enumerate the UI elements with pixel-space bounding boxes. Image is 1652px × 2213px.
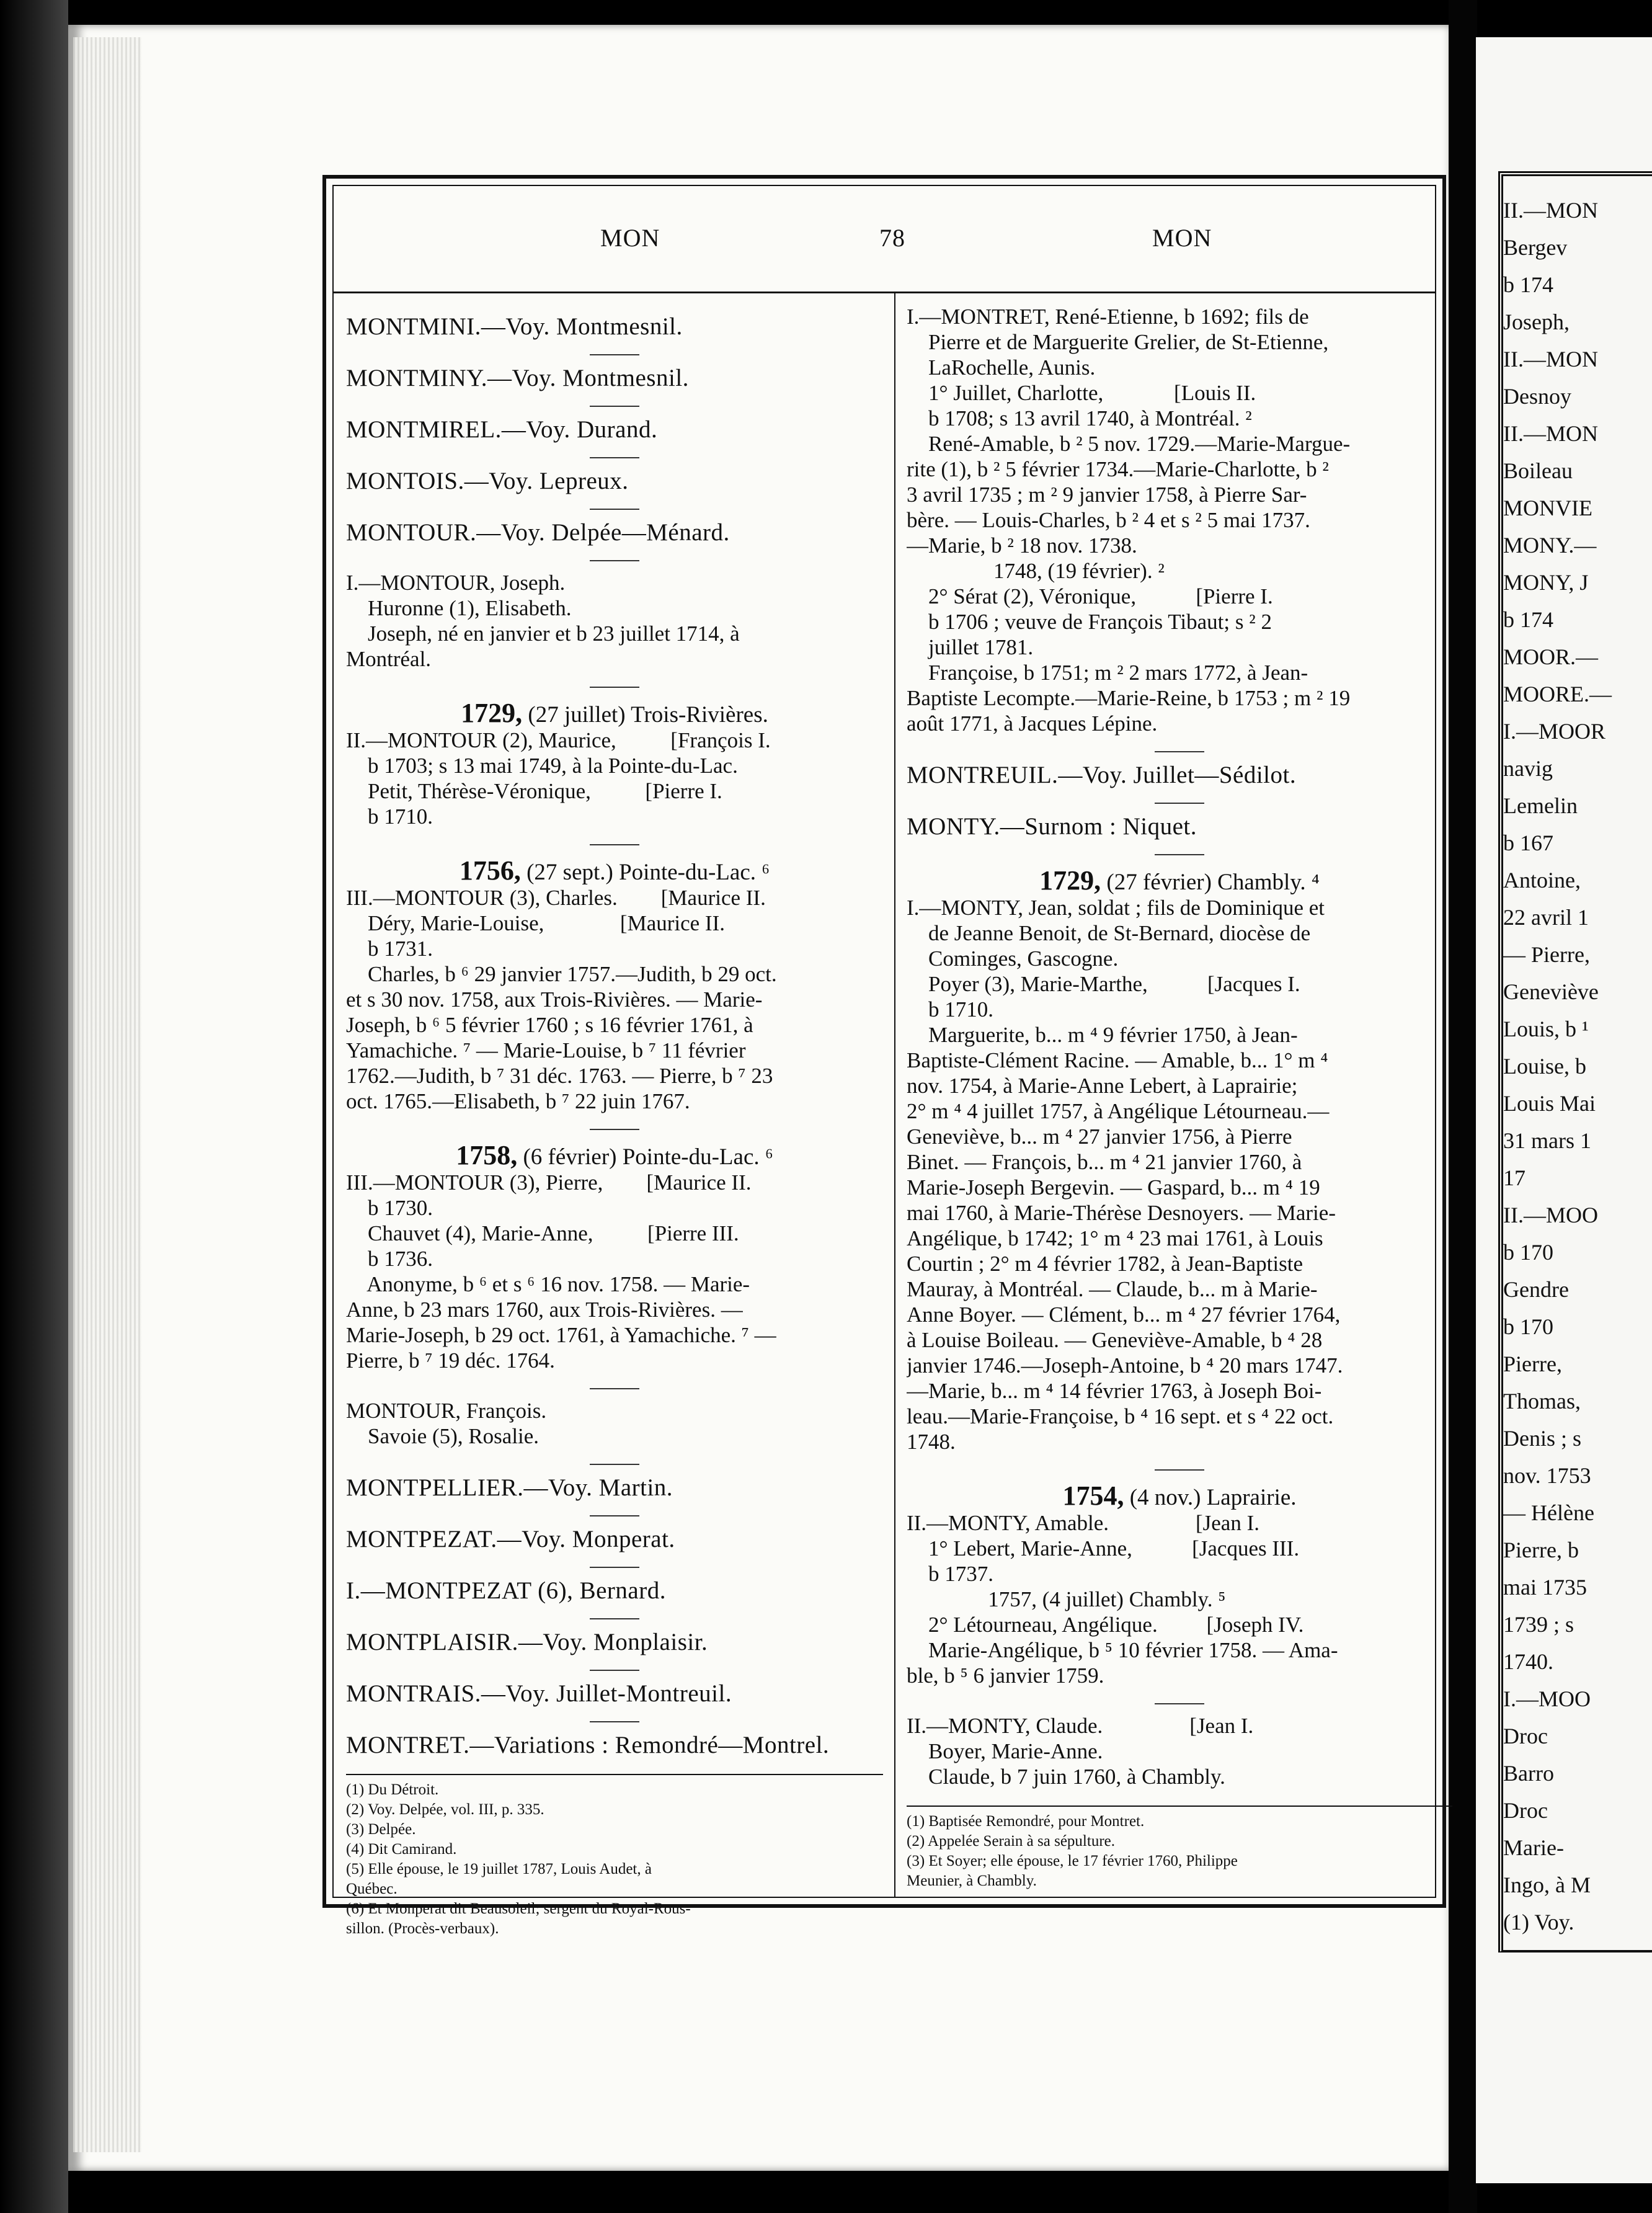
entry-line: Marie-Joseph, b 29 oct. 1761, à Yamachiche. ⁷ — [346, 1323, 776, 1347]
entry-line: 1757, (4 juillet) Chambly. ⁵ [907, 1587, 1226, 1611]
next-page-fragment: Marie- [1503, 1835, 1564, 1860]
entry-separator [590, 844, 639, 845]
entry-line: Joseph, né en janvier et b 23 juillet 1714, à [346, 621, 740, 646]
next-page-fragment: — Pierre, [1503, 942, 1590, 967]
entry-separator [590, 1388, 639, 1389]
entry-line: 1° Lebert, Marie-Anne, [Jacques III. [907, 1536, 1300, 1561]
entry-line: Claude, b 7 juin 1760, à Chambly. [907, 1765, 1225, 1789]
next-page-fragment: nov. 1753 [1503, 1463, 1591, 1488]
footnote: sillon. (Procès-verbaux). [346, 1920, 499, 1937]
entry-line: Anne Boyer. — Clément, b... m ⁴ 27 février 1764, [907, 1302, 1341, 1327]
header-rule [334, 292, 1435, 293]
entry-line: Mauray, à Montréal. — Claude, b... m à Marie- [907, 1277, 1318, 1301]
footnote: (1) Du Détroit. [346, 1781, 439, 1798]
next-page-fragment: Joseph, [1503, 309, 1570, 334]
entry-line: b 1710. [907, 997, 993, 1022]
page-edges [73, 37, 141, 2152]
next-page-fragment: — Hélène [1503, 1500, 1594, 1525]
entry-separator [590, 687, 639, 688]
entry-line: 1748. [907, 1430, 956, 1454]
footnote: Meunier, à Chambly. [907, 1872, 1037, 1889]
footnote: (1) Baptisée Remondré, pour Montret. [907, 1813, 1145, 1830]
genealogy-entry [907, 1510, 1452, 1688]
entry-line: Anonyme, b ⁶ et s ⁶ 16 nov. 1758. — Marie- [346, 1272, 750, 1296]
entry-line: II.—MONTY, Claude. [Jean I. [907, 1714, 1254, 1738]
next-page-fragment: Pierre, [1503, 1351, 1562, 1376]
entry-title: MONTPEZAT.—Voy. Monperat. [346, 1526, 675, 1552]
entry-line: Déry, Marie-Louise, [Maurice II. [346, 911, 725, 935]
entry-separator [590, 1721, 639, 1722]
entry-line: Cominges, Gascogne. [907, 946, 1119, 971]
marriage-date-line [907, 1483, 1452, 1510]
entry-separator [590, 1567, 639, 1568]
entry-line: III.—MONTOUR (3), Pierre, [Maurice II. [346, 1170, 752, 1195]
next-page-fragment: Pierre, b [1503, 1538, 1579, 1562]
entry-line: Joseph, b ⁶ 5 février 1760 ; s 16 février 1761, à [346, 1013, 753, 1037]
entry-separator [1155, 1469, 1204, 1471]
running-head-left: MON [600, 224, 660, 252]
next-page-fragment: 17 [1503, 1165, 1525, 1190]
genealogy-entry [907, 304, 1452, 736]
entry-line: Angélique, b 1742; 1° m ⁴ 23 mai 1761, à Louis [907, 1226, 1323, 1250]
next-page-fragment: b 167 [1503, 830, 1553, 855]
footnote: (4) Dit Camirand. [346, 1841, 457, 1858]
marriage-date-line [346, 855, 883, 886]
page-number: 78 [879, 224, 905, 252]
entry-line: 2° Létourneau, Angélique. [Joseph IV. [907, 1613, 1304, 1637]
entry-line: I.—MONTOUR, Joseph. [346, 571, 566, 595]
next-page-fragment: b 174 [1503, 607, 1553, 632]
entry-line: de Jeanne Benoit, de St-Bernard, diocèse de [907, 921, 1311, 945]
entry-separator [1155, 1703, 1204, 1704]
entry-title: MONTMINI.—Voy. Montmesnil. [346, 313, 683, 340]
entry-line: Binet. — François, b... m ⁴ 21 janvier 1760, à [907, 1150, 1302, 1174]
genealogy-entry [346, 1398, 883, 1449]
entry-line: Marguerite, b... m ⁴ 9 février 1750, à Jean- [907, 1023, 1298, 1047]
entry-line: Baptiste Lecompte.—Marie-Reine, b 1753 ; m ² 19 [907, 686, 1351, 710]
entry-line: MONTOUR, François. [346, 1399, 547, 1423]
entry-line: 1762.—Judith, b ⁷ 31 déc. 1763. — Pierre, b ⁷ 23 [346, 1064, 773, 1088]
entry-line: Courtin ; 2° m 4 février 1782, à Jean-Baptiste [907, 1252, 1303, 1276]
marriage-year: 1754, [1062, 1481, 1124, 1511]
entry-title: MONTMINY.—Voy. Montmesnil. [346, 365, 689, 391]
footnote-rule [907, 1806, 1452, 1807]
entry-line: René-Amable, b ² 5 nov. 1729.—Marie-Margue- [907, 432, 1351, 456]
entry-line: Pierre, b ⁷ 19 déc. 1764. [346, 1348, 555, 1373]
footnote: (2) Voy. Delpée, vol. III, p. 335. [346, 1801, 544, 1818]
next-page-fragment: mai 1735 [1503, 1575, 1587, 1600]
next-page-fragment: Thomas, [1503, 1389, 1581, 1414]
entry-line: ble, b ⁵ 6 janvier 1759. [907, 1663, 1104, 1688]
entry-separator [590, 509, 639, 510]
entry-line: mai 1760, à Marie-Thérèse Desnoyers. — Marie- [907, 1201, 1336, 1225]
entry-line: b 1706 ; veuve de François Tibaut; s ² 2 [907, 610, 1272, 634]
entry-separator [590, 406, 639, 407]
right-column [907, 304, 1452, 1891]
page-frame-inner [332, 185, 1436, 1937]
marriage-date-line [346, 1142, 883, 1170]
entry-line: 1° Juillet, Charlotte, [Louis II. [907, 381, 1256, 405]
entry-line: b 1710. [346, 804, 433, 829]
entry-line: rite (1), b ² 5 février 1734.—Marie-Charlotte, b ² [907, 457, 1329, 481]
next-page-fragment: Ingo, à M [1503, 1872, 1591, 1897]
entry-title: MONTRET.—Variations : Remondré—Montrel. [346, 1732, 830, 1758]
column-divider [894, 293, 895, 1897]
entry-line: Françoise, b 1751; m ² 2 mars 1772, à Jean- [907, 661, 1308, 685]
next-page-fragment: I.—MOO [1503, 1686, 1591, 1711]
genealogy-entry [907, 1713, 1452, 1789]
next-page-fragment: MONVIE [1503, 496, 1592, 520]
entry-separator [1155, 751, 1204, 752]
next-page-fragment: MOOR.— [1503, 644, 1599, 669]
entry-line: Anne, b 23 mars 1760, aux Trois-Rivières. — [346, 1298, 743, 1322]
next-page-fragment: II.—MON [1503, 347, 1598, 372]
entry-line: b 1708; s 13 avril 1740, à Montréal. ² [907, 406, 1252, 430]
next-page-fragment: Droc [1503, 1798, 1548, 1823]
next-page-fragment: b 174 [1503, 272, 1553, 297]
marriage-year: 1729, [1039, 865, 1101, 896]
entry-line: b 1730. [346, 1196, 433, 1220]
marriage-place: (27 juillet) Trois-Rivières. [522, 702, 768, 728]
next-page-fragment: Louis, b ¹ [1503, 1017, 1589, 1041]
entry-line: Yamachiche. ⁷ — Marie-Louise, b ⁷ 11 février [346, 1038, 746, 1062]
footnote: (3) Et Soyer; elle épouse, le 17 février 1760, Philippe [907, 1853, 1238, 1869]
entry-line: et s 30 nov. 1758, aux Trois-Rivières. — Marie- [346, 987, 763, 1012]
entry-line: b 1703; s 13 mai 1749, à la Pointe-du-Lac. [346, 754, 738, 778]
next-page-edge [1476, 37, 1652, 2183]
entry-line: —Marie, b ² 18 nov. 1738. [907, 533, 1137, 558]
entry-line: à Louise Boileau. — Geneviève-Amable, b ⁴ 28 [907, 1328, 1323, 1352]
entry-line: LaRochelle, Aunis. [907, 355, 1096, 380]
entry-title: MONTREUIL.—Voy. Juillet—Sédilot. [907, 762, 1297, 788]
genealogy-entry [346, 570, 883, 672]
entry-line: Montréal. [346, 647, 432, 671]
genealogy-entry [346, 1170, 883, 1373]
gutter [1449, 0, 1477, 2213]
entry-line: I.—MONTRET, René-Etienne, b 1692; fils de [907, 305, 1309, 329]
entry-line: Marie-Angélique, b ⁵ 10 février 1758. — Ama- [907, 1638, 1338, 1662]
entry-line: Pierre et de Marguerite Grelier, de St-Etienne, [907, 330, 1329, 354]
entry-line: Petit, Thérèse-Véronique, [Pierre I. [346, 779, 722, 803]
next-page-fragment: Desnoy [1503, 384, 1571, 409]
next-page-fragment: II.—MON [1503, 421, 1598, 446]
entry-line: bère. — Louis-Charles, b ² 4 et s ² 5 mai 1737. [907, 508, 1310, 532]
next-page-fragment: Geneviève [1503, 979, 1599, 1004]
entry-line: I.—MONTY, Jean, soldat ; fils de Dominique et [907, 896, 1325, 920]
next-page-fragment: b 170 [1503, 1314, 1553, 1339]
footnote: (5) Elle épouse, le 19 juillet 1787, Louis Audet, à [346, 1861, 652, 1877]
next-page-fragment: 1739 ; s [1503, 1612, 1574, 1637]
entry-line: Charles, b ⁶ 29 janvier 1757.—Judith, b 29 oct. [346, 962, 777, 986]
footnote: (6) Et Monperat dit Beausoleil; sergent du Royal-Rous- [346, 1900, 691, 1917]
marriage-date-line [346, 700, 883, 728]
marriage-place: (4 nov.) Laprairie. [1124, 1485, 1297, 1510]
genealogy-entry [346, 728, 883, 829]
entry-line: Huronne (1), Elisabeth. [346, 596, 572, 620]
running-head-right: MON [1152, 224, 1212, 252]
marriage-year: 1758, [456, 1140, 518, 1170]
entry-separator [590, 1618, 639, 1619]
next-page-fragment: Antoine, [1503, 868, 1581, 893]
entry-line: b 1736. [346, 1247, 433, 1271]
genealogy-entry [346, 885, 883, 1114]
left-column [346, 304, 883, 1939]
entry-title: MONTY.—Surnom : Niquet. [907, 813, 1197, 840]
next-page-fragment: II.—MOO [1503, 1203, 1598, 1227]
entry-separator [590, 457, 639, 458]
entry-line: oct. 1765.—Elisabeth, b ⁷ 22 juin 1767. [346, 1089, 690, 1113]
footnote: (3) Delpée. [346, 1821, 416, 1838]
entry-line: III.—MONTOUR (3), Charles. [Maurice II. [346, 886, 766, 910]
entry-separator [590, 1464, 639, 1465]
marriage-date-line [907, 865, 1452, 896]
marriage-year: 1729, [461, 698, 523, 728]
entry-separator [590, 354, 639, 355]
next-page-fragment: 31 mars 1 [1503, 1128, 1591, 1153]
next-page-fragment: Droc [1503, 1724, 1548, 1748]
entry-separator [590, 1670, 639, 1671]
entry-line: Boyer, Marie-Anne. [907, 1739, 1103, 1763]
next-page-fragment: Denis ; s [1503, 1426, 1581, 1451]
next-page-fragment: Louise, b [1503, 1054, 1586, 1079]
next-page-fragment: Bergev [1503, 235, 1568, 260]
entry-line: leau.—Marie-Françoise, b ⁴ 16 sept. et s ⁴ 22 oct. [907, 1404, 1334, 1428]
marriage-place: (27 février) Chambly. ⁴ [1101, 870, 1320, 895]
page-frame [322, 175, 1446, 1937]
next-page-fragment: 1740. [1503, 1649, 1553, 1674]
entry-line: 1748, (19 février). ² [907, 559, 1165, 583]
next-page-fragment: Barro [1503, 1761, 1554, 1786]
book-spine [0, 0, 68, 2213]
entry-line: juillet 1781. [907, 635, 1034, 659]
genealogy-entry [907, 895, 1452, 1454]
entry-title: MONTOUR.—Voy. Delpée—Ménard. [346, 519, 730, 546]
entry-separator [590, 1515, 639, 1516]
next-page-fragment: Lemelin [1503, 793, 1578, 818]
entry-line: Poyer (3), Marie-Marthe, [Jacques I. [907, 972, 1300, 996]
entry-title: MONTPELLIER.—Voy. Martin. [346, 1474, 673, 1501]
marriage-place: (6 février) Pointe-du-Lac. ⁶ [517, 1144, 773, 1170]
entry-line: Baptiste-Clément Racine. — Amable, b... 1° m ⁴ [907, 1048, 1328, 1072]
next-page-fragment: 22 avril 1 [1503, 905, 1589, 930]
entry-separator [590, 560, 639, 561]
marriage-year: 1756, [459, 855, 521, 886]
entry-line: II.—MONTOUR (2), Maurice, [François I. [346, 728, 771, 752]
next-page-fragment: MOORE.— [1503, 682, 1612, 706]
footnote: Québec. [346, 1881, 397, 1897]
entry-separator [590, 1129, 639, 1130]
next-page-fragment: navig [1503, 756, 1553, 781]
entry-line: 3 avril 1735 ; m ² 9 janvier 1758, à Pierre Sar- [907, 483, 1307, 507]
next-page-fragment: Louis Mai [1503, 1091, 1596, 1116]
entry-line: Geneviève, b... m ⁴ 27 janvier 1756, à Pierre [907, 1124, 1292, 1149]
next-page-fragment: Gendre [1503, 1277, 1569, 1302]
footnote-rule [346, 1774, 883, 1775]
entry-line: —Marie, b... m ⁴ 14 février 1763, à Joseph Boi- [907, 1379, 1322, 1403]
next-page-fragment: (1) Voy. [1503, 1910, 1574, 1935]
entry-line: b 1731. [346, 937, 433, 961]
footnote: (2) Appelée Serain à sa sépulture. [907, 1833, 1115, 1850]
entry-line: janvier 1746.—Joseph-Antoine, b ⁴ 20 mars 1747. [907, 1353, 1343, 1378]
next-page-fragment: I.—MOOR [1503, 719, 1606, 744]
next-page-fragment: Boileau [1503, 458, 1573, 483]
next-page-fragment: MONY, J [1503, 570, 1589, 595]
marriage-place: (27 sept.) Pointe-du-Lac. ⁶ [520, 860, 770, 885]
entry-line: août 1771, à Jacques Lépine. [907, 711, 1158, 736]
next-page-fragment: II.—MON [1503, 198, 1598, 223]
entry-separator [1155, 803, 1204, 804]
entry-title: MONTOIS.—Voy. Lepreux. [346, 468, 629, 494]
entry-title: MONTPLAISIR.—Voy. Monplaisir. [346, 1629, 708, 1655]
entry-line: b 1737. [907, 1562, 993, 1586]
next-page-fragment: b 170 [1503, 1240, 1553, 1265]
entry-title: MONTRAIS.—Voy. Juillet-Montreuil. [346, 1680, 732, 1707]
entry-line: II.—MONTY, Amable. [Jean I. [907, 1511, 1259, 1535]
entry-title: I.—MONTPEZAT (6), Bernard. [346, 1577, 666, 1604]
entry-line: 2° Sérat (2), Véronique, [Pierre I. [907, 584, 1273, 608]
next-page-fragment: MONY.— [1503, 533, 1597, 558]
entry-line: Marie-Joseph Bergevin. — Gaspard, b... m ⁴ 19 [907, 1175, 1320, 1200]
entry-line: Savoie (5), Rosalie. [346, 1424, 540, 1448]
entry-separator [1155, 854, 1204, 855]
entry-line: nov. 1754, à Marie-Anne Lebert, à Laprairie; [907, 1074, 1298, 1098]
entry-title: MONTMIREL.—Voy. Durand. [346, 416, 658, 443]
entry-line: 2° m ⁴ 4 juillet 1757, à Angélique Létourneau.— [907, 1099, 1330, 1123]
entry-line: Chauvet (4), Marie-Anne, [Pierre III. [346, 1221, 739, 1245]
